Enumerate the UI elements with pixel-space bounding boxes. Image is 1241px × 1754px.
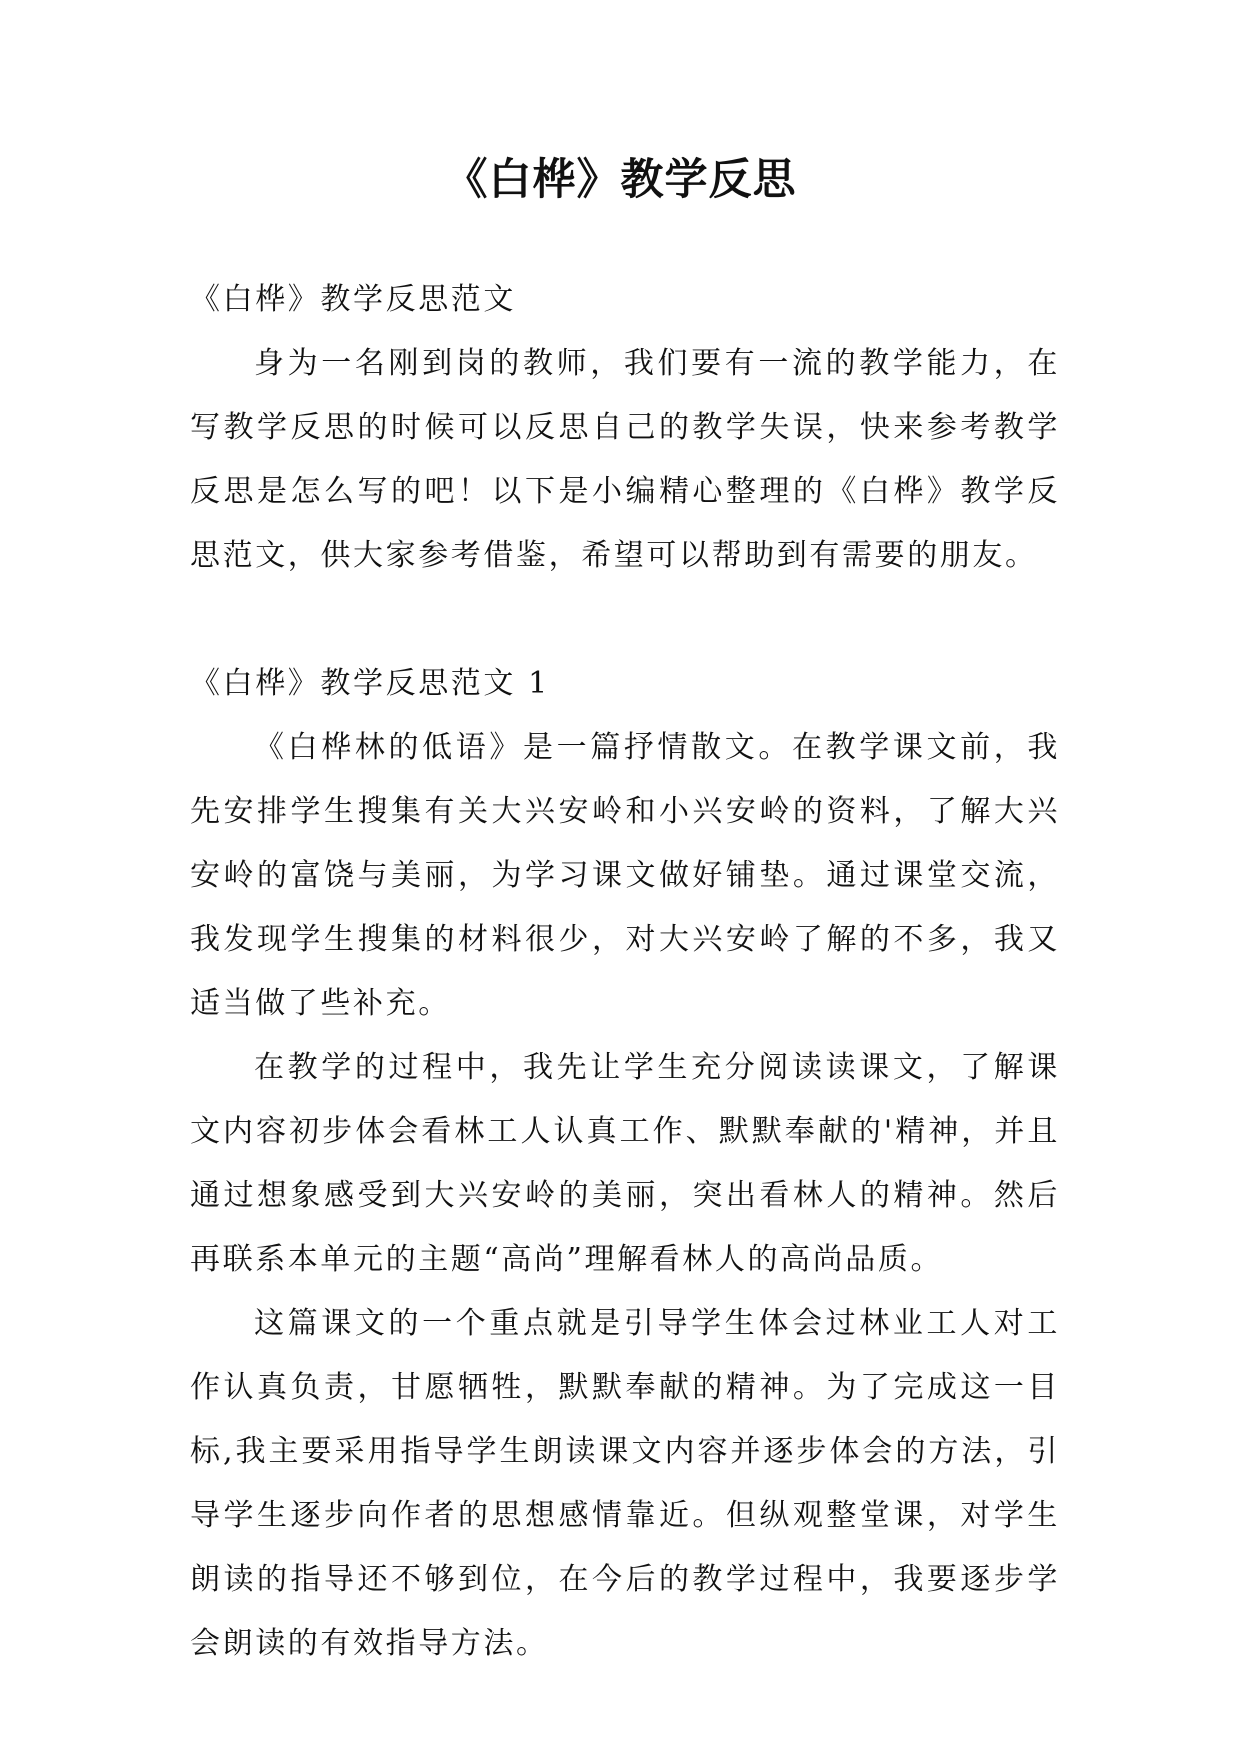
- section-paragraph-3: 这篇课文的一个重点就是引导学生体会过林业工人对工作认真负责，甘愿牺牲，默默奉献的精神。为了完成这一目标,我主要采用指导学生朗读课文内容并逐步体会的方法，引导学生逐步向作者的思想感情靠近。但纵观整堂课，对学生朗读的指导还不够到位，在今后的教学过程中，我要逐步学会朗读的有效指导方法。: [190, 1306, 1060, 1661]
- section-paragraph-2: 在教学的过程中，我先让学生充分阅读读课文，了解课文内容初步体会看林工人认真工作、默默奉献的'精神，并且通过想象感受到大兴安岭的美丽，突出看林人的精神。然后再联系本单元的主题“高尚”理解看林人的高尚品质。: [190, 1050, 1060, 1277]
- section-heading: 《白桦》教学反思范文 1: [190, 666, 550, 701]
- document-body: [190, 268, 1060, 1676]
- intro-heading: 《白桦》教学反思范文: [190, 282, 516, 317]
- intro-paragraph: 身为一名刚到岗的教师，我们要有一流的教学能力，在写教学反思的时候可以反思自己的教学失误，快来参考教学反思是怎么写的吧！以下是小编精心整理的《白桦》教学反思范文，供大家参考借鉴，希望可以帮助到有需要的朋友。: [190, 346, 1060, 573]
- section-spacer: [190, 588, 1060, 652]
- section-paragraph-1: 《白桦林的低语》是一篇抒情散文。在教学课文前，我先安排学生搜集有关大兴安岭和小兴安岭的资料，了解大兴安岭的富饶与美丽，为学习课文做好铺垫。通过课堂交流，我发现学生搜集的材料很少，对大兴安岭了解的不多，我又适当做了些补充。: [190, 730, 1060, 1021]
- document-title: 《白桦》教学反思: [444, 155, 797, 205]
